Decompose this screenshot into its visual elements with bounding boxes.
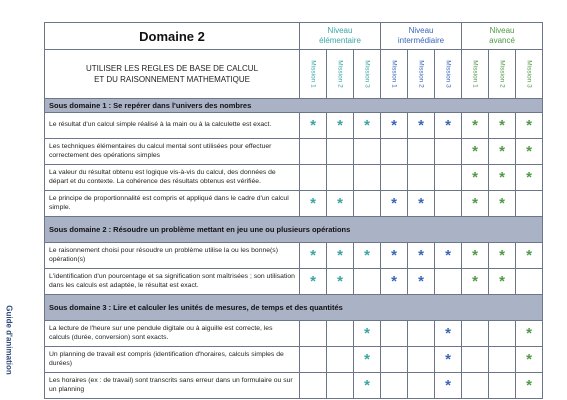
mission-cell — [300, 191, 327, 217]
asterisk-icon: * — [526, 377, 532, 394]
level-elementaire — [300, 23, 381, 50]
table-row — [45, 243, 543, 269]
mission-label: Mission 1 — [309, 60, 317, 88]
competency-table — [44, 22, 543, 399]
mission-cell — [489, 243, 516, 269]
mission-cell — [381, 243, 408, 269]
mission-header — [489, 50, 516, 99]
asterisk-icon: * — [337, 273, 343, 290]
mission-cell — [327, 243, 354, 269]
asterisk-icon: * — [499, 169, 505, 186]
table-row — [45, 269, 543, 295]
mission-cell — [435, 165, 462, 191]
mission-cell — [435, 347, 462, 373]
mission-cell — [354, 321, 381, 347]
asterisk-icon: * — [526, 247, 532, 264]
mission-label: Mission 3 — [444, 60, 452, 88]
mission-cell — [462, 139, 489, 165]
mission-cell — [327, 269, 354, 295]
sidebar-label-text: Guide d'animation — [4, 305, 14, 375]
mission-cell — [381, 321, 408, 347]
mission-cell — [435, 243, 462, 269]
main-title-line2: ET DU RAISONNEMENT MATHEMATIQUE — [94, 75, 250, 84]
mission-cell — [327, 139, 354, 165]
level-avance-line2: avancé — [489, 36, 515, 45]
table-row — [45, 191, 543, 217]
mission-cell — [381, 347, 408, 373]
mission-cell — [489, 347, 516, 373]
asterisk-icon: * — [472, 117, 478, 134]
mission-cell — [408, 243, 435, 269]
mission-cell — [516, 269, 543, 295]
asterisk-icon: * — [445, 247, 451, 264]
mission-cell — [408, 113, 435, 139]
section-header-row — [45, 217, 543, 243]
asterisk-icon: * — [445, 377, 451, 394]
asterisk-icon: * — [418, 247, 424, 264]
mission-cell — [408, 269, 435, 295]
mission-header — [516, 50, 543, 99]
criterion-text: Les horaires (ex : de travail) sont transcrits sans erreur dans un formulaire ou sur un planning — [45, 373, 300, 399]
mission-cell — [300, 139, 327, 165]
section-title: Sous domaine 2 : Résoudre un problème mettant en jeu une ou plusieurs opérations — [45, 217, 543, 243]
section-title: Sous domaine 1 : Se repérer dans l'univers des nombres — [45, 99, 543, 113]
mission-cell — [381, 139, 408, 165]
asterisk-icon: * — [391, 117, 397, 134]
mission-cell — [354, 373, 381, 399]
asterisk-icon: * — [445, 325, 451, 342]
mission-cell — [435, 139, 462, 165]
mission-cell — [354, 243, 381, 269]
mission-cell — [354, 269, 381, 295]
level-avance — [462, 23, 543, 50]
mission-cell — [462, 113, 489, 139]
mission-cell — [489, 165, 516, 191]
level-intermediaire-line2: intermédiaire — [397, 36, 445, 45]
asterisk-icon: * — [391, 195, 397, 212]
asterisk-icon: * — [499, 273, 505, 290]
table-row — [45, 139, 543, 165]
criterion-text: Le principe de proportionnalité est compris et appliqué dans le cadre d'un calcul simple. — [45, 191, 300, 217]
mission-label: Mission 2 — [417, 60, 425, 88]
asterisk-icon: * — [418, 117, 424, 134]
asterisk-icon: * — [526, 325, 532, 342]
asterisk-icon: * — [445, 351, 451, 368]
mission-cell — [381, 113, 408, 139]
mission-cell — [327, 373, 354, 399]
mission-cell — [327, 321, 354, 347]
asterisk-icon: * — [310, 273, 316, 290]
mission-cell — [327, 113, 354, 139]
mission-cell — [327, 347, 354, 373]
mission-label: Mission 3 — [525, 60, 533, 88]
mission-cell — [300, 113, 327, 139]
mission-label: Mission 1 — [390, 60, 398, 88]
level-elementaire-line1: Niveau — [327, 26, 353, 35]
mission-cell — [516, 113, 543, 139]
mission-header — [354, 50, 381, 99]
mission-cell — [516, 191, 543, 217]
asterisk-icon: * — [310, 247, 316, 264]
mission-cell — [300, 321, 327, 347]
asterisk-icon: * — [391, 247, 397, 264]
mission-cell — [489, 373, 516, 399]
mission-header — [408, 50, 435, 99]
mission-cell — [462, 373, 489, 399]
asterisk-icon: * — [472, 195, 478, 212]
asterisk-icon: * — [418, 195, 424, 212]
table-row — [45, 347, 543, 373]
criterion-text: La lecture de l'heure sur une pendule digitale ou à aiguille est correcte, les calculs (durée, conversion) sont exacts. — [45, 321, 300, 347]
mission-cell — [489, 113, 516, 139]
asterisk-icon: * — [445, 117, 451, 134]
asterisk-icon: * — [472, 169, 478, 186]
asterisk-icon: * — [364, 117, 370, 134]
mission-cell — [435, 191, 462, 217]
criterion-text: La valeur du résultat obtenu est logique vis-à-vis du calcul, des données de départ et du contexte. La cohérence des résultats obtenus est vérifiée. — [45, 165, 300, 191]
mission-header — [462, 50, 489, 99]
mission-cell — [300, 165, 327, 191]
mission-cell — [354, 347, 381, 373]
asterisk-icon: * — [526, 351, 532, 368]
mission-header — [435, 50, 462, 99]
mission-cell — [516, 347, 543, 373]
mission-cell — [489, 269, 516, 295]
asterisk-icon: * — [472, 143, 478, 160]
mission-cell — [462, 347, 489, 373]
table-row — [45, 165, 543, 191]
mission-cell — [408, 191, 435, 217]
mission-header — [327, 50, 354, 99]
mission-cell — [327, 165, 354, 191]
table-row — [45, 321, 543, 347]
table-row — [45, 373, 543, 399]
mission-cell — [354, 191, 381, 217]
mission-cell — [516, 165, 543, 191]
mission-cell — [408, 347, 435, 373]
mission-cell — [462, 269, 489, 295]
mission-cell — [516, 373, 543, 399]
asterisk-icon: * — [310, 195, 316, 212]
asterisk-icon: * — [337, 117, 343, 134]
mission-cell — [435, 113, 462, 139]
mission-cell — [489, 321, 516, 347]
mission-cell — [381, 165, 408, 191]
asterisk-icon: * — [364, 325, 370, 342]
asterisk-icon: * — [391, 273, 397, 290]
asterisk-icon: * — [364, 351, 370, 368]
sidebar-label — [2, 300, 16, 380]
section-header-row — [45, 295, 543, 321]
mission-cell — [435, 321, 462, 347]
level-intermediaire — [381, 23, 462, 50]
mission-cell — [516, 243, 543, 269]
mission-cell — [462, 191, 489, 217]
mission-cell — [381, 373, 408, 399]
mission-label: Mission 2 — [498, 60, 506, 88]
mission-cell — [408, 321, 435, 347]
mission-cell — [435, 373, 462, 399]
mission-cell — [516, 139, 543, 165]
mission-cell — [300, 269, 327, 295]
main-title — [45, 50, 300, 99]
mission-cell — [462, 165, 489, 191]
asterisk-icon: * — [499, 247, 505, 264]
criterion-text: Le résultat d'un calcul simple réalisé à la main ou à la calculette est exact. — [45, 113, 300, 139]
mission-label: Mission 1 — [471, 60, 479, 88]
mission-label: Mission 2 — [336, 60, 344, 88]
section-title: Sous domaine 3 : Lire et calculer les unités de mesures, de temps et des quantités — [45, 295, 543, 321]
mission-cell — [300, 347, 327, 373]
asterisk-icon: * — [364, 247, 370, 264]
mission-cell — [354, 113, 381, 139]
level-elementaire-line2: élémentaire — [319, 36, 361, 45]
mission-header — [381, 50, 408, 99]
mission-cell — [354, 165, 381, 191]
section-header-row — [45, 99, 543, 113]
asterisk-icon: * — [337, 195, 343, 212]
asterisk-icon: * — [526, 143, 532, 160]
asterisk-icon: * — [472, 247, 478, 264]
asterisk-icon: * — [526, 117, 532, 134]
asterisk-icon: * — [364, 377, 370, 394]
main-title-line1: UTILISER LES REGLES DE BASE DE CALCUL — [85, 64, 259, 73]
header-row-levels — [45, 23, 543, 50]
header-row-missions — [45, 50, 543, 99]
asterisk-icon: * — [418, 273, 424, 290]
mission-cell — [381, 269, 408, 295]
criterion-text: Les techniques élémentaires du calcul mental sont utilisées pour effectuer correctement des opérations simples — [45, 139, 300, 165]
criterion-text: Le raisonnement choisi pour résoudre un problème utilise la ou les bonne(s) opération(s) — [45, 243, 300, 269]
table-body — [45, 99, 543, 399]
mission-label: Mission 3 — [363, 60, 371, 88]
mission-cell — [435, 269, 462, 295]
table-row — [45, 113, 543, 139]
criterion-text: L'identification d'un pourcentage et sa signification sont maîtrisées ; son utilisation dans les calculs est adaptée, le résultat est exact. — [45, 269, 300, 295]
asterisk-icon: * — [526, 169, 532, 186]
asterisk-icon: * — [499, 143, 505, 160]
asterisk-icon: * — [337, 247, 343, 264]
asterisk-icon: * — [472, 273, 478, 290]
mission-cell — [327, 191, 354, 217]
level-intermediaire-line1: Niveau — [408, 26, 434, 35]
asterisk-icon: * — [310, 117, 316, 134]
mission-cell — [489, 191, 516, 217]
level-avance-line1: Niveau — [489, 26, 515, 35]
mission-cell — [381, 191, 408, 217]
mission-cell — [462, 243, 489, 269]
mission-cell — [516, 321, 543, 347]
mission-header — [300, 50, 327, 99]
mission-cell — [300, 243, 327, 269]
mission-cell — [489, 139, 516, 165]
domain-title: Domaine 2 — [45, 23, 300, 50]
mission-cell — [300, 373, 327, 399]
asterisk-icon: * — [499, 117, 505, 134]
mission-cell — [408, 373, 435, 399]
mission-cell — [408, 165, 435, 191]
criterion-text: Un planning de travail est compris (identification d'horaires, calculs simples de durées) — [45, 347, 300, 373]
mission-cell — [408, 139, 435, 165]
asterisk-icon: * — [499, 195, 505, 212]
mission-cell — [354, 139, 381, 165]
mission-cell — [462, 321, 489, 347]
